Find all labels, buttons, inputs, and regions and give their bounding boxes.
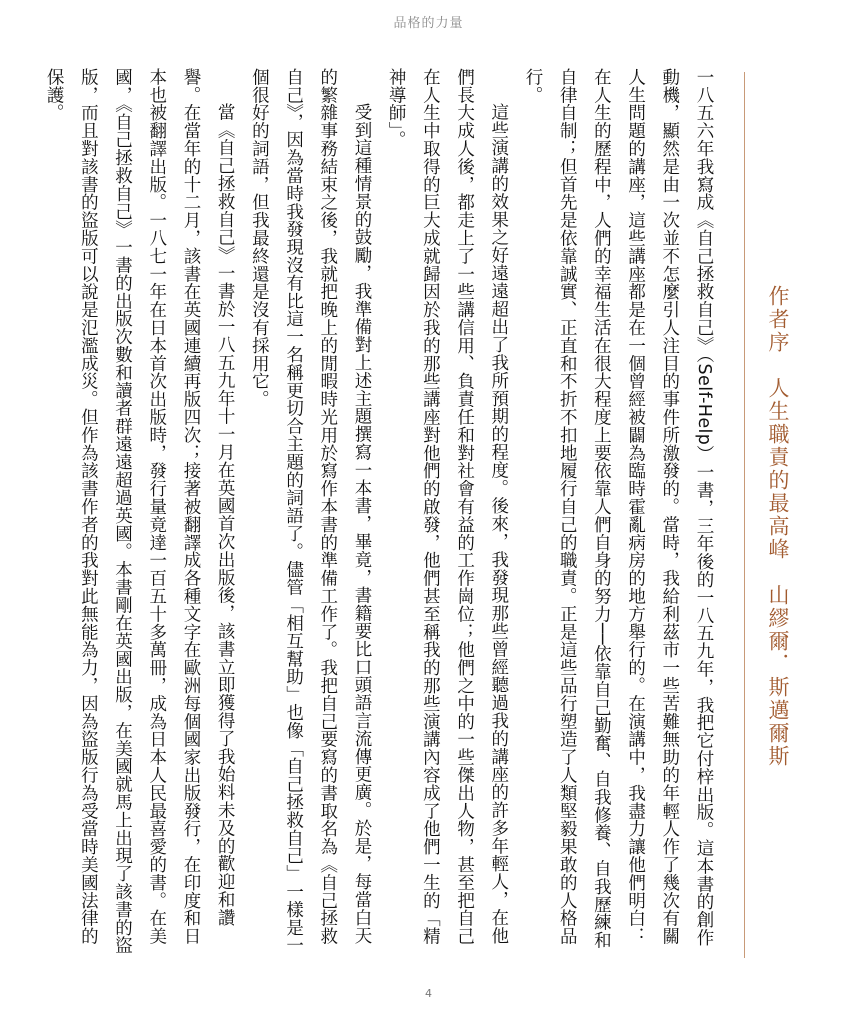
preface-body [37, 68, 721, 958]
paragraph-4: 當《自己拯救自己》一書於一八五九年十一月在英國首次出版後，該書立即獲得了我始料未及的歡迎和讚譽。在當年的十二月，該書在英國連續再版四次；接著被翻譯成各種文字在歐洲每個國家出版發行，在印度和日本也被翻譯出版。一八七一年在日本首次出版時，發行量竟達一百五十多萬冊，成為日本人民最喜愛的書。在美國，《自己拯救自己》一書的出版次數和讀者群遠遠超過英國。本書剛在英國出版，在美國就馬上出現了該書的盜版，而且對該書的盜版可以說是氾濫成災。但作為該書作者的我對此無能為力，因為盜版行為受當時美國法律的保護。 [44, 68, 236, 955]
paragraph-2: 這些演講的效果之好遠遠超出了我所預期的程度。後來，我發現那些曾經聽過我的講座的許多年輕人，在他們長大成人後，都走上了一些講信用、負責任和對社會有益的工作崗位；他們之中的一些傑出人物，甚至把自己在人生中取得的巨大成就歸因於我的那些講座對他們的啟發，他們甚至稱我的那些演講內容成了他們一生的「精神導師」。 [386, 68, 509, 946]
title-divider [744, 72, 745, 958]
preface-title: 作者序 人生職責的最高峰 山繆爾．斯邁爾斯 [766, 285, 790, 768]
page-number: 4 [425, 987, 432, 1000]
paragraph-3: 受到這種情景的鼓勵，我準備對上述主題撰寫一本書，畢竟，書籍要比口頭語言流傳更廣。於是，每當白天的繁雜事務結束之後，我就把晚上的閒暇時光用於寫作本書的準備工作了。我把自己要寫的書取名為《自己拯救自己》，因為當時我發現沒有比這一名稱更切合主題的詞語了。儘管「相互幫助」也像「自己拯救自己」一樣是一個很好的詞語，但我最終還是沒有採用它。 [249, 68, 372, 955]
paragraph-1: 一八五六年我寫成《自己拯救自己》（Self-Help）一書，三年後的一八五九年，我把它付梓出版。這本書的創作動機，顯然是由一次並不怎麼引人注目的事件所激發的。當時，我給利茲市一些苦難無助的年輕人作了幾次有關人生問題的講座，這些講座都是在一個曾經被闢為臨時霍亂病房的地方舉行的。在演講中，我盡力讓他們明白：在人生的歷程中，人們的幸福生活在很大程度上要依靠人們自身的努力──依靠自己勤奮、自我修養、自我歷練和自律自制；但首先是依靠誠實、正直和不折不扣地履行自己的職責。正是這些品行塑造了人類堅毅果敢的人格品行。 [522, 68, 714, 950]
running-header: 品格的力量 [393, 16, 464, 31]
